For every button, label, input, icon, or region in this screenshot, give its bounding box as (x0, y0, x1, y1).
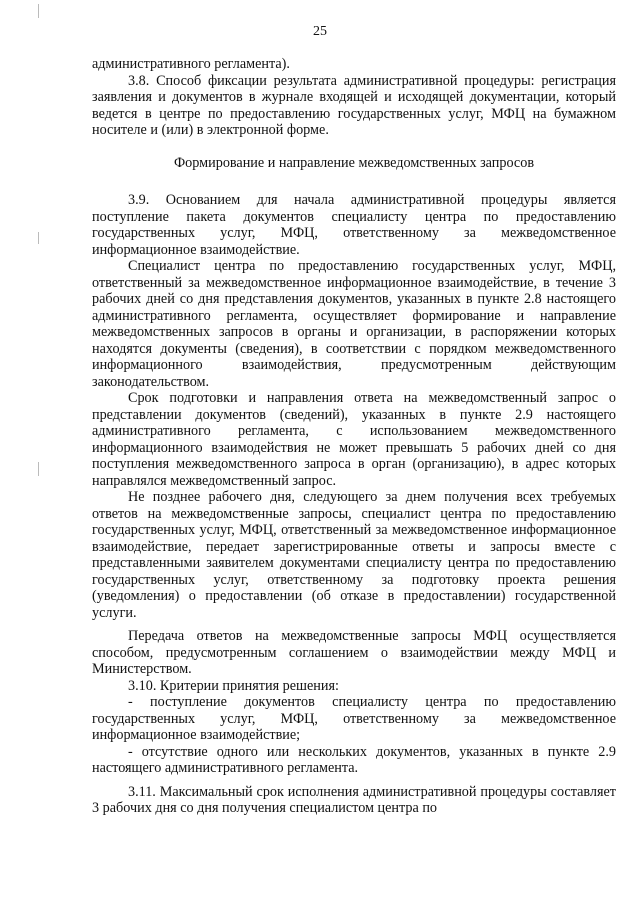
list-item: - поступление документов специалисту центра по предоставлению государственных услуг, МФЦ, ответственному за межведомственное информационное взаимодействие; (92, 694, 616, 743)
scan-edge-mark (38, 4, 39, 18)
paragraph: 3.10. Критерии принятия решения: (128, 677, 339, 694)
document-body (92, 56, 616, 817)
paragraph: Передача ответов на межведомственные запросы МФЦ осуществляется способом, предусмотренным соглашением о взаимодействии между МФЦ и Министерством. (92, 628, 616, 677)
paragraph: 3.9. Основанием для начала административной процедуры является поступление пакета документов специалисту центра по предоставлению государственных услуг, МФЦ, ответственному за межведомственное информационное взаимодействие. (92, 192, 616, 258)
paragraph: 3.8. Способ фиксации результата административной процедуры: регистрация заявления и документов в журнале входящей и исходящей документации, который ведется в центре по предоставлению государственных услуг, МФЦ на бумажном носителе и (или) в электронной форме. (92, 72, 616, 138)
paragraph: 3.11. Максимальный срок исполнения административной процедуры составляет 3 рабочих дня со дня получения специалистом центра по (92, 783, 616, 816)
scan-edge-mark (38, 462, 39, 476)
page-number: 25 (313, 24, 327, 39)
section-heading: Формирование и направление межведомственных запросов (173, 154, 535, 171)
paragraph: Специалист центра по предоставлению государственных услуг, МФЦ, ответственный за межведомственное информационное взаимодействие, в течение 3 рабочих дней со дня представления документов, указанных в пункте 2.8 настоящего административного регламента, осуществляет формирование и направление межведомственных запросов в органы и организации, в распоряжении которых находятся документы (сведения), в соответствии с порядком межведомственного информационного взаимодействия, предусмотренным действующим законодательством. (92, 258, 616, 390)
scan-edge-mark (38, 232, 39, 244)
list-item: - отсутствие одного или нескольких документов, указанных в пункте 2.9 настоящего административного регламента. (92, 743, 616, 776)
paragraph: административного регламента). (92, 56, 290, 72)
paragraph: Срок подготовки и направления ответа на межведомственный запрос о представлении документов (сведений), указанных в пункте 2.9 настоящего административного регламента, с использованием межведомственного информационного взаимодействия не может превышать 5 рабочих дней со дня поступления межведомственного запроса в орган (организацию), в адрес которых направлялся межведомственный запрос. (92, 390, 616, 489)
paragraph: Не позднее рабочего дня, следующего за днем получения всех требуемых ответов на межведомственные запросы, специалист центра по предоставлению государственных услуг, МФЦ, ответственный за межведомственное информационное взаимодействие, передает зарегистрированные ответы и запросы вместе с представленными заявителем документами специалисту центра по предоставлению государственных услуг, ответственному за подготовку проекта решения (уведомления) о предоставлении (об отказе в предоставлении) государственной услуги. (92, 489, 616, 621)
